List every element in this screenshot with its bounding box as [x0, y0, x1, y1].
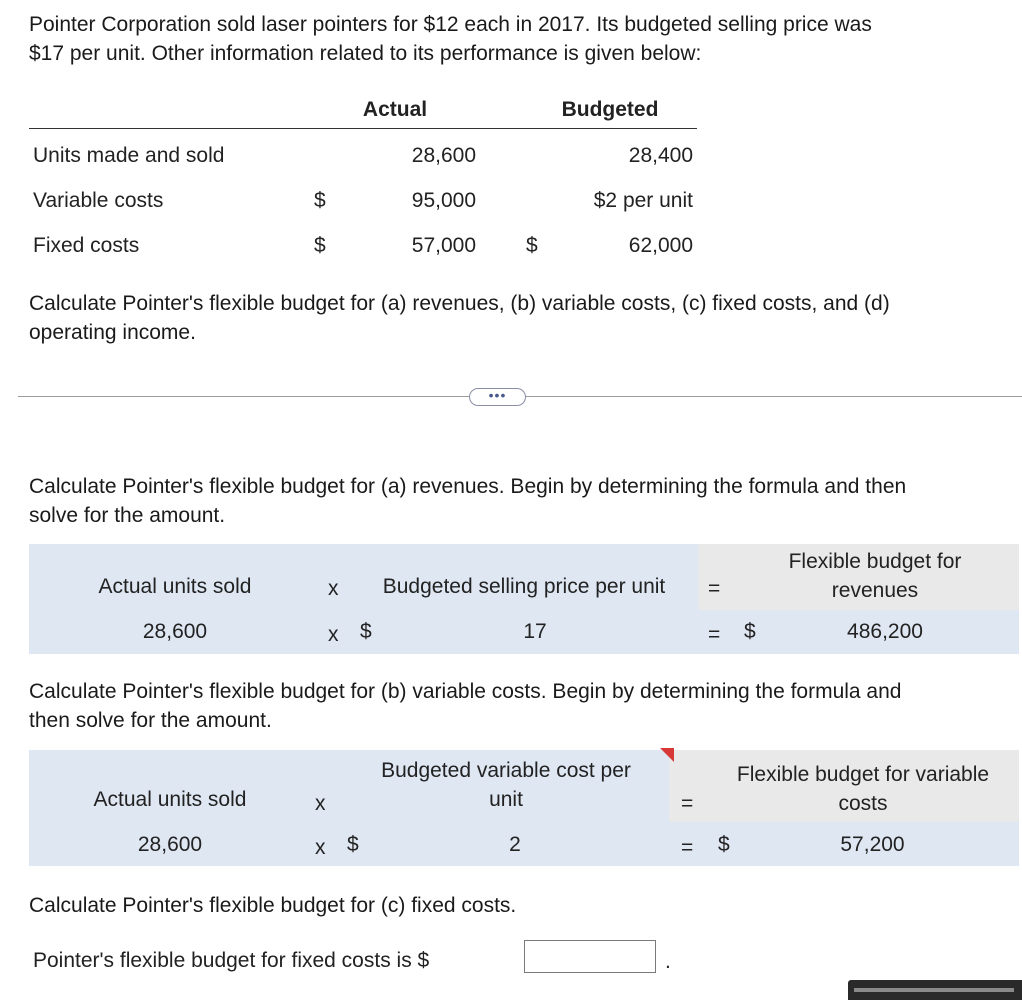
row-budgeted-fixed-symbol: $	[526, 234, 538, 257]
feedback-flag-icon	[660, 748, 674, 762]
part-c-prompt: Pointer's flexible budget for fixed costs is $	[33, 949, 430, 972]
row-budgeted-units: 28,400	[628, 144, 693, 167]
row-budgeted-variable: $2 per unit	[593, 189, 693, 212]
part-a-middle-dollar: $	[360, 620, 372, 643]
part-b-instruction	[29, 677, 901, 735]
intro-line-2: $17 per unit. Other information related to its performance is given below:	[29, 42, 702, 65]
question-line-2: operating income.	[29, 321, 196, 344]
part-b-result-label-2: costs	[838, 792, 888, 815]
table-header-rule	[29, 128, 697, 129]
part-a-times-value-symbol: x	[328, 623, 339, 646]
thumbnail-bar	[854, 988, 1014, 992]
part-b-instruction-line-1: Calculate Pointer's flexible budget for (b) variable costs. Begin by determining the formula and	[29, 680, 902, 703]
part-a-result-label-2: revenues	[831, 579, 919, 602]
part-a-equals-symbol: =	[708, 577, 721, 600]
part-a-middle-label: Budgeted selling price per unit	[382, 575, 666, 598]
fixed-costs-answer-input[interactable]	[524, 940, 656, 973]
part-b-equals-symbol: =	[681, 792, 694, 815]
part-a-result-dollar: $	[744, 620, 756, 643]
part-b-instruction-line-2: then solve for the amount.	[29, 709, 272, 732]
part-b-result-value: 57,200	[840, 833, 905, 856]
part-a-instruction	[29, 472, 906, 530]
row-actual-fixed: 57,000	[411, 234, 476, 257]
part-a-result-value: 486,200	[847, 620, 923, 643]
part-b-middle-label-2: unit	[489, 788, 523, 811]
part-b-middle-value: 2	[509, 833, 521, 856]
part-b-result-dollar: $	[718, 833, 730, 856]
show-more-button[interactable]: •••	[469, 388, 526, 406]
intro-line-1: Pointer Corporation sold laser pointers for $12 each in 2017. Its budgeted selling price was	[29, 13, 872, 36]
row-label-units: Units made and sold	[33, 144, 225, 167]
intro-paragraph	[29, 10, 872, 68]
part-b-result-label-1: Flexible budget for variable	[736, 763, 990, 786]
part-c-instruction: Calculate Pointer's flexible budget for (c) fixed costs.	[29, 894, 517, 917]
part-b-middle-label-1: Budgeted variable cost per	[381, 759, 631, 782]
part-b-times-symbol: x	[315, 792, 326, 815]
part-a-instruction-line-2: solve for the amount.	[29, 504, 226, 527]
part-b-equals-value-symbol: =	[681, 836, 694, 859]
row-label-variable: Variable costs	[33, 189, 164, 212]
part-b-left-value: 28,600	[137, 833, 203, 856]
part-a-equals-value-symbol: =	[708, 623, 721, 646]
part-b-times-value-symbol: x	[315, 836, 326, 859]
row-actual-fixed-symbol: $	[314, 234, 326, 257]
part-a-middle-value: 17	[523, 620, 547, 643]
row-label-fixed: Fixed costs	[33, 234, 140, 257]
part-c-period: .	[665, 950, 671, 973]
part-a-times-symbol: x	[328, 577, 339, 600]
part-a-left-value: 28,600	[142, 620, 208, 643]
question-paragraph	[29, 289, 890, 347]
part-a-instruction-line-1: Calculate Pointer's flexible budget for (a) revenues. Begin by determining the formula and then	[29, 475, 907, 498]
row-actual-variable-symbol: $	[314, 189, 326, 212]
row-budgeted-fixed: 62,000	[628, 234, 693, 257]
part-b-left-label: Actual units sold	[93, 788, 247, 811]
question-line-1: Calculate Pointer's flexible budget for (a) revenues, (b) variable costs, (c) fixed costs, and (d)	[29, 292, 890, 315]
part-b-middle-dollar: $	[347, 833, 359, 856]
header-actual: Actual	[362, 98, 428, 121]
thumbnail-widget[interactable]	[848, 980, 1022, 1000]
row-actual-units: 28,600	[411, 144, 476, 167]
part-a-result-label-1: Flexible budget for	[788, 550, 962, 573]
row-actual-variable: 95,000	[411, 189, 476, 212]
header-budgeted: Budgeted	[561, 98, 659, 121]
part-a-left-label: Actual units sold	[98, 575, 252, 598]
